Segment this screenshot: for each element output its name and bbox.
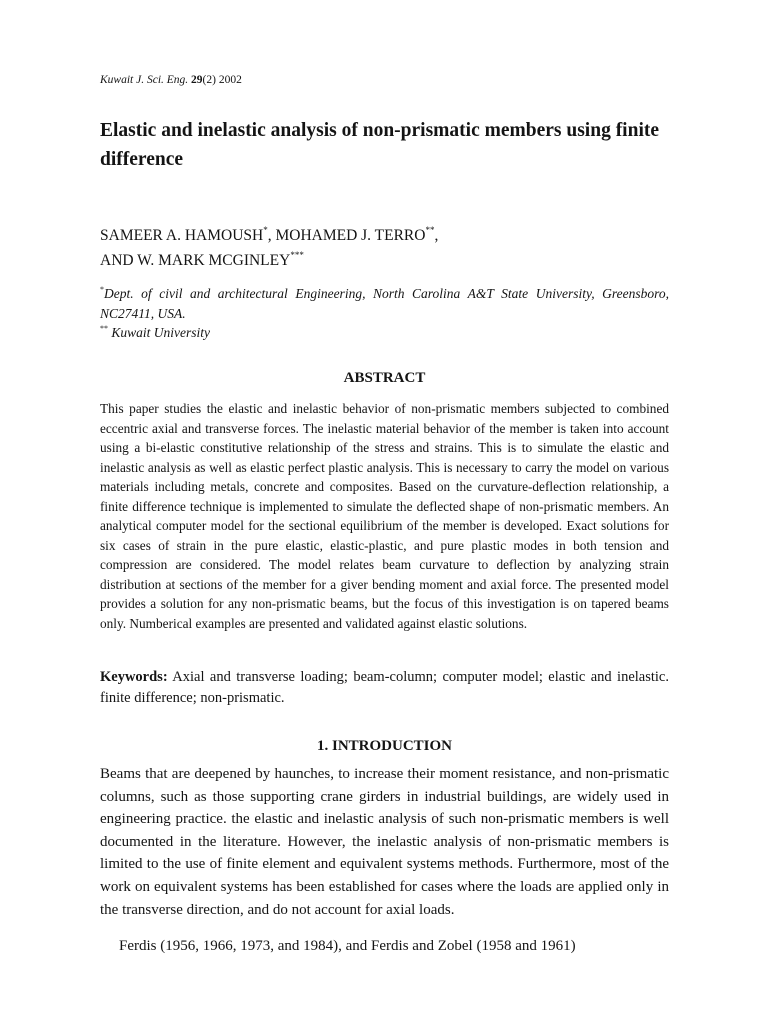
- introduction-paragraph-1: Beams that are deepened by haunches, to increase their moment resistance, and non-prismatic columns, such as those supporting crane girders in industrial buildings, are widely used in engineering practice. the elastic and inelastic analysis of such non-prismatic members is well documented in the literature. However, the inelastic analysis of non-prismatic members is limited to the use of finite element and equivalent systems methods. Furthermore, most of the work on equivalent systems has been established for cases where the loads are applied only in the transverse direction, and do not account for axial loads.: [100, 766, 669, 918]
- journal-citation: [100, 72, 242, 88]
- affiliation-1: [100, 284, 669, 323]
- affiliation-marker: **: [425, 225, 435, 235]
- affiliation-marker: **: [100, 324, 108, 333]
- affiliation-marker: ***: [290, 250, 304, 260]
- keywords-label: Keywords:: [100, 669, 168, 685]
- author-name: SAMEER A. HAMOUSH: [100, 227, 264, 244]
- author-separator: ,: [434, 227, 439, 244]
- affiliation-text: Dept. of civil and architectural Engineering, North Carolina A&T State University, Greensboro, NC27411, USA.: [100, 286, 669, 321]
- introduction-paragraph-2: Ferdis (1956, 1966, 1973, and 1984), and Ferdis and Zobel (1958 and 1961): [119, 938, 576, 954]
- journal-volume: 29: [191, 74, 203, 86]
- author-name: MOHAMED J. TERRO: [275, 227, 426, 244]
- affiliation-text: Kuwait University: [108, 325, 210, 340]
- affiliations: [100, 284, 669, 343]
- affiliation-2: [100, 323, 669, 343]
- keywords-text: Axial and transverse loading; beam-column; computer model; elastic and inelastic. finite difference; non-prismatic.: [100, 669, 669, 706]
- abstract-heading: ABSTRACT: [343, 370, 426, 386]
- affiliation-marker: *: [100, 285, 104, 294]
- author-list: [100, 223, 680, 273]
- abstract-body: This paper studies the elastic and inelastic behavior of non-prismatic members subjected to combined eccentric axial and transverse forces. The inelastic material behavior of the member is taken into account using a bi-elastic constitutive relationship of the stress and strains. This is to simulate the elastic and inelastic analysis as well as elastic perfect plastic analysis. This is necessary to carry the model on various materials including metals, concrete and composites. Based on the curvature-deflection relationship, a finite difference technique is implemented to simulate the deflected shape of non-prismatic members. An analytical computer model for the sectional equilibrium of the member is developed. Exact solutions for six cases of strain in the pure elastic, elastic-plastic, and pure plastic modes in both tension and compression are considered. The model relates beam curvature to deflection by analyzing strain distribution at sections of the member for a giver bending moment and axial force. The presented model provides a solution for any non-prismatic beams, but the focus of this investigation is on tapered beams only. Numberical examples are presented and validated against elastic solutions.: [100, 401, 669, 631]
- paper-title: Elastic and inelastic analysis of non-prismatic members using finite difference: [100, 120, 660, 170]
- author-name: AND W. MARK MCGINLEY: [100, 252, 291, 269]
- author-line-2: [100, 248, 680, 273]
- author-separator: ,: [267, 227, 276, 244]
- affiliation-marker: *: [263, 225, 268, 235]
- author-line-1: [100, 223, 680, 248]
- journal-issue-year: (2) 2002: [202, 74, 242, 86]
- introduction-heading: 1. INTRODUCTION: [316, 738, 452, 754]
- journal-name: Kuwait J. Sci. Eng.: [100, 74, 189, 86]
- keywords: [100, 667, 669, 709]
